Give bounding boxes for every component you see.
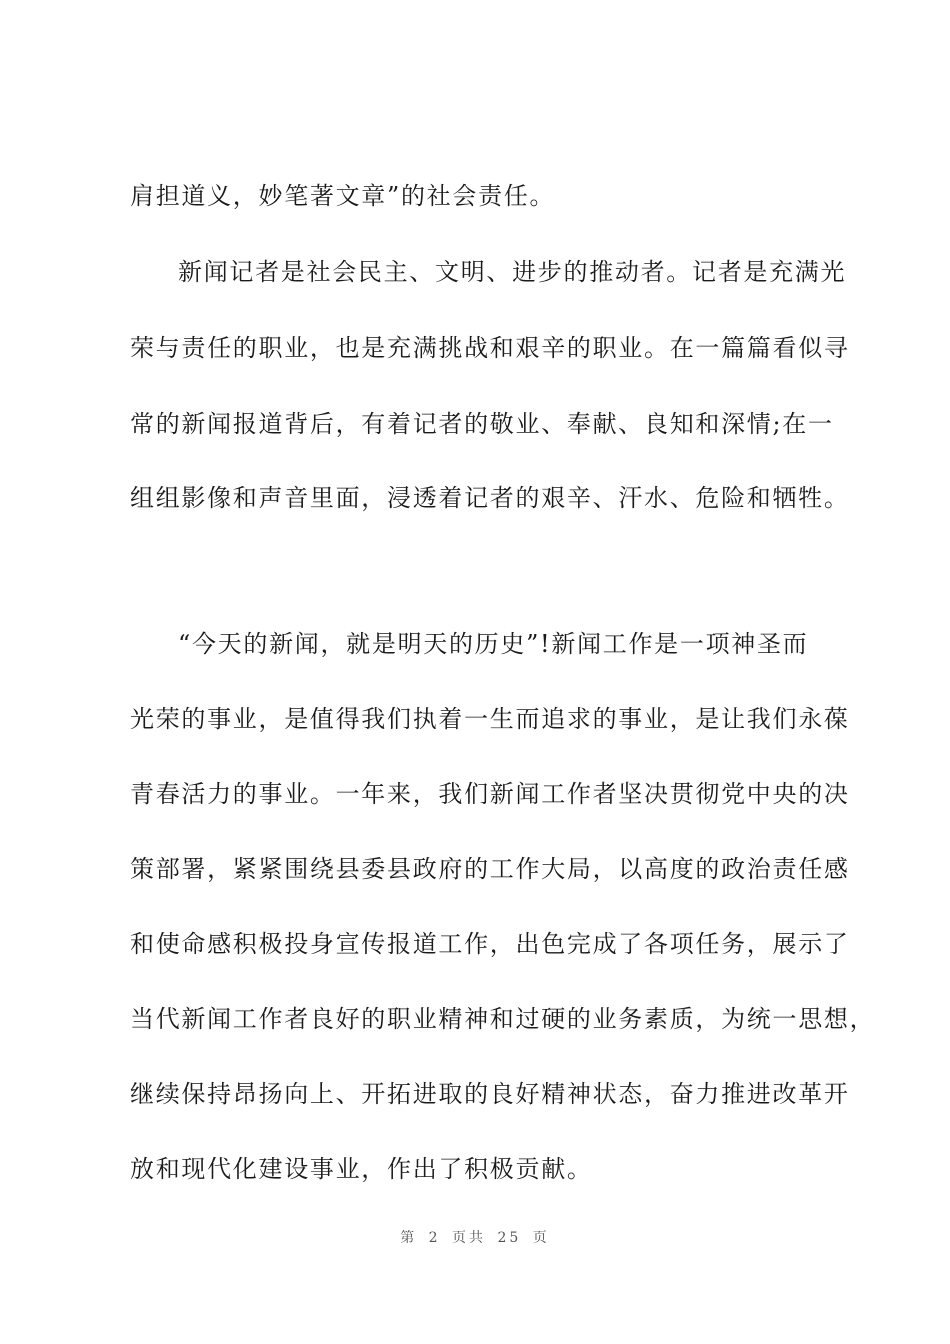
- paragraph-3-line-7: 继续保持昂扬向上、开拓进取的良好精神状态，奋力推进改革开: [130, 1080, 850, 1108]
- page-footer: [0, 1228, 950, 1248]
- paragraph-2-line-4: 组组影像和声音里面，浸透着记者的艰辛、汗水、危险和牺牲。: [130, 484, 850, 512]
- paragraph-1-line-1: 肩担道义，妙笔著文章”的社会责任。: [130, 182, 556, 210]
- paragraph-2-line-2: 荣与责任的职业，也是充满挑战和艰辛的职业。在一篇篇看似寻: [130, 334, 850, 362]
- paragraph-3-line-2: 光荣的事业，是值得我们执着一生而追求的事业，是让我们永葆: [130, 705, 850, 733]
- footer-page-number: 2: [428, 1230, 441, 1246]
- paragraph-3-line-5: 和使命感积极投身宣传报道工作，出色完成了各项任务，展示了: [130, 930, 850, 958]
- paragraph-3-line-3: 青春活力的事业。一年来，我们新闻工作者坚决贯彻党中央的决: [130, 780, 850, 808]
- paragraph-3-line-1: “今天的新闻，就是明天的历史”!新闻工作是一项神圣而: [178, 630, 809, 658]
- footer-total-pages: 25: [497, 1230, 522, 1246]
- footer-middle: 页共: [452, 1230, 487, 1246]
- paragraph-2-line-3: 常的新闻报道背后，有着记者的敬业、奉献、良知和深情;在一: [130, 410, 834, 438]
- paragraph-2-line-1: 新闻记者是社会民主、文明、进步的推动者。记者是充满光: [178, 258, 847, 286]
- paragraph-3-line-8: 放和现代化建设事业，作出了积极贡献。: [130, 1155, 593, 1183]
- footer-prefix: 第: [400, 1230, 418, 1246]
- footer-suffix: 页: [532, 1230, 550, 1246]
- paragraph-3-line-4: 策部署，紧紧围绕县委县政府的工作大局，以高度的政治责任感: [130, 855, 850, 883]
- paragraph-3-line-6: 当代新闻工作者良好的职业精神和过硬的业务素质，为统一思想，: [130, 1005, 876, 1033]
